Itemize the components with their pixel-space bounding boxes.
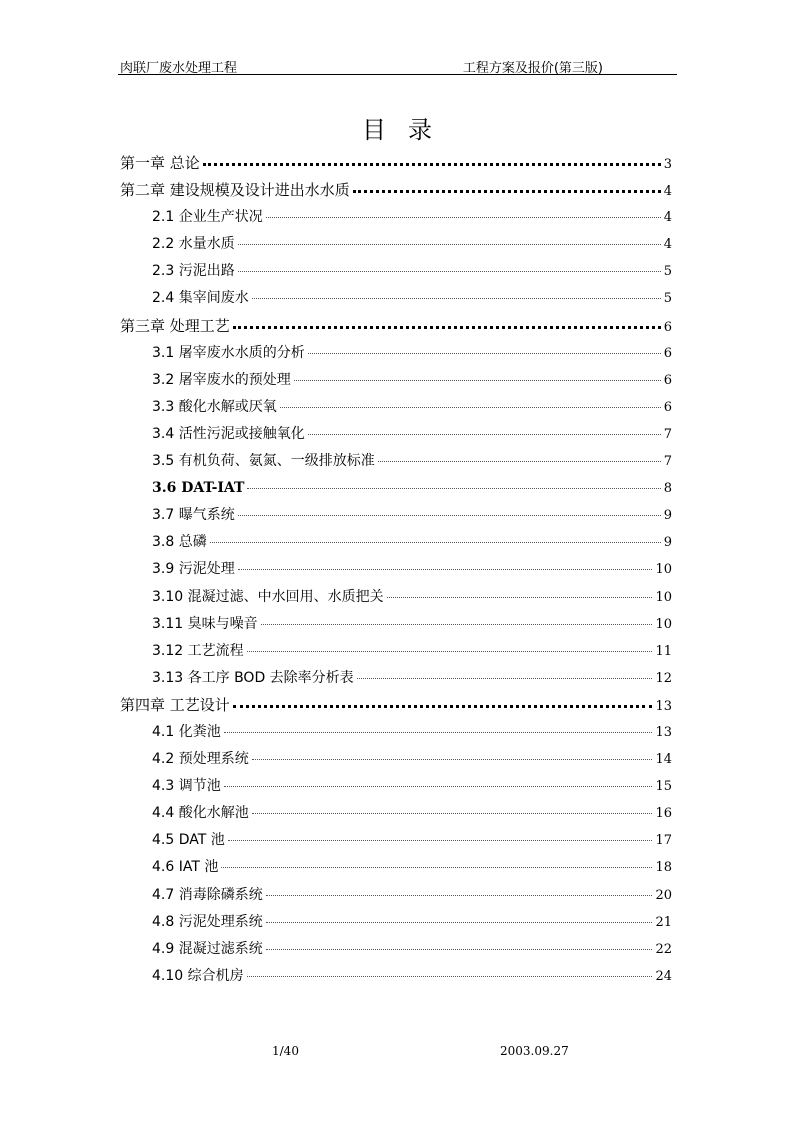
toc-dot-leader [280, 407, 661, 408]
toc-dot-leader [238, 569, 653, 570]
toc-entry-label: 4.10 综合机房 [152, 967, 244, 984]
toc-dot-leader [308, 434, 661, 435]
footer-page-number: 1/40 [272, 1044, 299, 1058]
toc-entry-label: 第二章 建设规模及设计进出水水质 [120, 181, 350, 200]
toc-entry-page-number: 21 [655, 914, 672, 930]
toc-entry-page-number: 10 [655, 589, 672, 605]
toc-dot-leader [252, 813, 653, 814]
toc-chapter-entry[interactable] [120, 177, 672, 204]
toc-entry-page-number: 9 [663, 508, 672, 524]
toc-dot-leader [294, 380, 661, 381]
toc-dot-leader [266, 895, 653, 896]
toc-chapter-entry[interactable] [120, 150, 672, 177]
toc-entry-page-number: 3 [663, 157, 672, 172]
toc-entry-label: 3.6 DAT-IAT [152, 480, 245, 497]
toc-section-entry[interactable] [120, 719, 672, 746]
toc-entry-page-number: 6 [663, 372, 672, 388]
toc-entry-label: 第四章 工艺设计 [120, 695, 230, 714]
toc-section-entry[interactable] [120, 529, 672, 556]
toc-entry-label: 3.9 污泥处理 [152, 561, 235, 578]
toc-entry-label: 2.3 污泥出路 [152, 263, 235, 280]
toc-section-entry[interactable] [120, 909, 672, 936]
toc-entry-label: 4.6 IAT 池 [152, 859, 219, 876]
toc-entry-page-number: 24 [655, 968, 672, 984]
toc-dot-leader [221, 867, 652, 868]
toc-entry-page-number: 4 [663, 237, 672, 253]
toc-dot-leader [252, 759, 653, 760]
toc-entry-label: 3.7 曝气系统 [152, 507, 235, 524]
toc-entry-label: 3.11 臭味与噪音 [152, 615, 258, 632]
toc-entry-page-number: 20 [655, 887, 672, 903]
toc-chapter-entry[interactable] [120, 313, 672, 340]
toc-section-entry[interactable] [120, 665, 672, 692]
toc-entry-label: 4.8 污泥处理系统 [152, 913, 263, 930]
toc-entry-label: 3.3 酸化水解或厌氧 [152, 398, 277, 415]
toc-entry-label: 2.1 企业生产状况 [152, 209, 263, 226]
toc-entry-label: 4.9 混凝过滤系统 [152, 940, 263, 957]
toc-section-entry[interactable] [120, 367, 672, 394]
toc-dot-leader [224, 786, 653, 787]
toc-section-entry[interactable] [120, 854, 672, 881]
toc-section-entry[interactable] [120, 204, 672, 231]
toc-section-entry[interactable] [120, 258, 672, 285]
toc-dot-leader [238, 244, 661, 245]
toc-entry-page-number: 4 [663, 184, 672, 200]
toc-entry-page-number: 17 [655, 833, 672, 849]
toc-section-entry[interactable] [120, 800, 672, 827]
toc-dot-leader [378, 461, 661, 462]
toc-entry-label: 4.2 预处理系统 [152, 751, 249, 768]
toc-dot-leader [203, 163, 661, 166]
toc-section-entry[interactable] [120, 746, 672, 773]
toc-entry-page-number: 14 [655, 752, 672, 768]
toc-entry-label: 3.1 屠宰废水水质的分析 [152, 344, 305, 361]
toc-entry-page-number: 12 [655, 670, 672, 686]
header-project-title: 肉联厂废水处理工程 [120, 61, 238, 76]
toc-entry-label: 2.2 水量水质 [152, 236, 235, 253]
toc-section-entry[interactable] [120, 773, 672, 800]
toc-section-entry[interactable] [120, 638, 672, 665]
toc-section-entry[interactable] [120, 827, 672, 854]
toc-entry-label: 4.1 化粪池 [152, 723, 221, 740]
toc-chapter-entry[interactable] [120, 692, 672, 719]
page-header [120, 57, 677, 75]
toc-entry-label: 3.8 总磷 [152, 534, 207, 551]
toc-section-entry[interactable] [120, 475, 672, 502]
toc-entry-page-number: 7 [663, 426, 672, 442]
toc-section-entry[interactable] [120, 611, 672, 638]
toc-dot-leader [353, 190, 661, 193]
toc-section-entry[interactable] [120, 936, 672, 963]
toc-entry-label: 3.2 屠宰废水的预处理 [152, 371, 291, 388]
toc-section-entry[interactable] [120, 502, 672, 529]
toc-entry-page-number: 5 [663, 291, 672, 307]
toc-dot-leader [233, 326, 661, 329]
header-document-version: 工程方案及报价(第三版) [462, 61, 603, 76]
toc-entry-label: 第三章 处理工艺 [120, 316, 230, 335]
toc-entry-page-number: 10 [655, 616, 672, 632]
toc-entry-page-number: 7 [663, 454, 672, 470]
toc-entry-page-number: 9 [663, 535, 672, 551]
footer-date: 2003.09.27 [500, 1044, 569, 1058]
toc-entry-label: 2.4 集宰间废水 [152, 290, 249, 307]
toc-entry-page-number: 6 [663, 345, 672, 361]
toc-dot-leader [233, 705, 653, 708]
toc-dot-leader [308, 353, 661, 354]
toc-dot-leader [247, 488, 660, 489]
toc-dot-leader [247, 976, 653, 977]
header-divider [118, 74, 677, 75]
toc-entry-page-number: 22 [655, 941, 672, 957]
toc-dot-leader [387, 597, 653, 598]
toc-entry-page-number: 5 [663, 264, 672, 280]
toc-section-entry[interactable] [120, 584, 672, 611]
toc-dot-leader [266, 922, 653, 923]
toc-entry-page-number: 8 [663, 481, 672, 497]
toc-section-entry[interactable] [120, 340, 672, 367]
toc-entry-label: 第一章 总论 [120, 154, 200, 172]
toc-section-entry[interactable] [120, 394, 672, 421]
toc-dot-leader [261, 624, 653, 625]
toc-dot-leader [266, 949, 653, 950]
toc-dot-leader [252, 298, 661, 299]
toc-entry-page-number: 13 [655, 724, 672, 740]
toc-entry-label: 4.3 调节池 [152, 778, 221, 795]
toc-entry-label: 3.5 有机负荷、氨氮、一级排放标准 [152, 453, 375, 470]
toc-entry-page-number: 18 [655, 860, 672, 876]
toc-entry-page-number: 6 [663, 319, 672, 335]
toc-entry-label: 4.7 消毒除磷系统 [152, 886, 263, 903]
toc-dot-leader [238, 515, 661, 516]
toc-entry-label: 3.12 工艺流程 [152, 642, 244, 659]
toc-entry-label: 3.10 混凝过滤、中水回用、水质把关 [152, 588, 384, 605]
toc-dot-leader [238, 271, 661, 272]
toc-entry-page-number: 6 [663, 399, 672, 415]
toc-section-entry[interactable] [120, 448, 672, 475]
toc-entry-page-number: 11 [655, 643, 672, 659]
toc-dot-leader [210, 542, 661, 543]
toc-entry-page-number: 16 [655, 806, 672, 822]
toc-entry-label: 4.5 DAT 池 [152, 832, 225, 849]
toc-dot-leader [357, 678, 653, 679]
toc-section-entry[interactable] [120, 882, 672, 909]
toc-dot-leader [247, 651, 653, 652]
toc-entry-page-number: 13 [655, 698, 672, 714]
toc-section-entry[interactable] [120, 556, 672, 583]
toc-section-entry[interactable] [120, 963, 672, 990]
toc-entry-page-number: 4 [663, 210, 672, 226]
toc-entry-label: 3.13 各工序 BOD 去除率分析表 [152, 669, 354, 686]
toc-section-entry[interactable] [120, 421, 672, 448]
toc-dot-leader [228, 840, 653, 841]
toc-entry-page-number: 15 [655, 779, 672, 795]
toc-section-entry[interactable] [120, 231, 672, 258]
page-title: 目录 [362, 116, 454, 144]
toc-entry-page-number: 10 [655, 562, 672, 578]
toc-entry-label: 4.4 酸化水解池 [152, 805, 249, 822]
toc-dot-leader [224, 732, 653, 733]
toc-section-entry[interactable] [120, 285, 672, 312]
toc-entry-label: 3.4 活性污泥或接触氧化 [152, 425, 305, 442]
table-of-contents [120, 150, 672, 990]
toc-dot-leader [266, 217, 661, 218]
